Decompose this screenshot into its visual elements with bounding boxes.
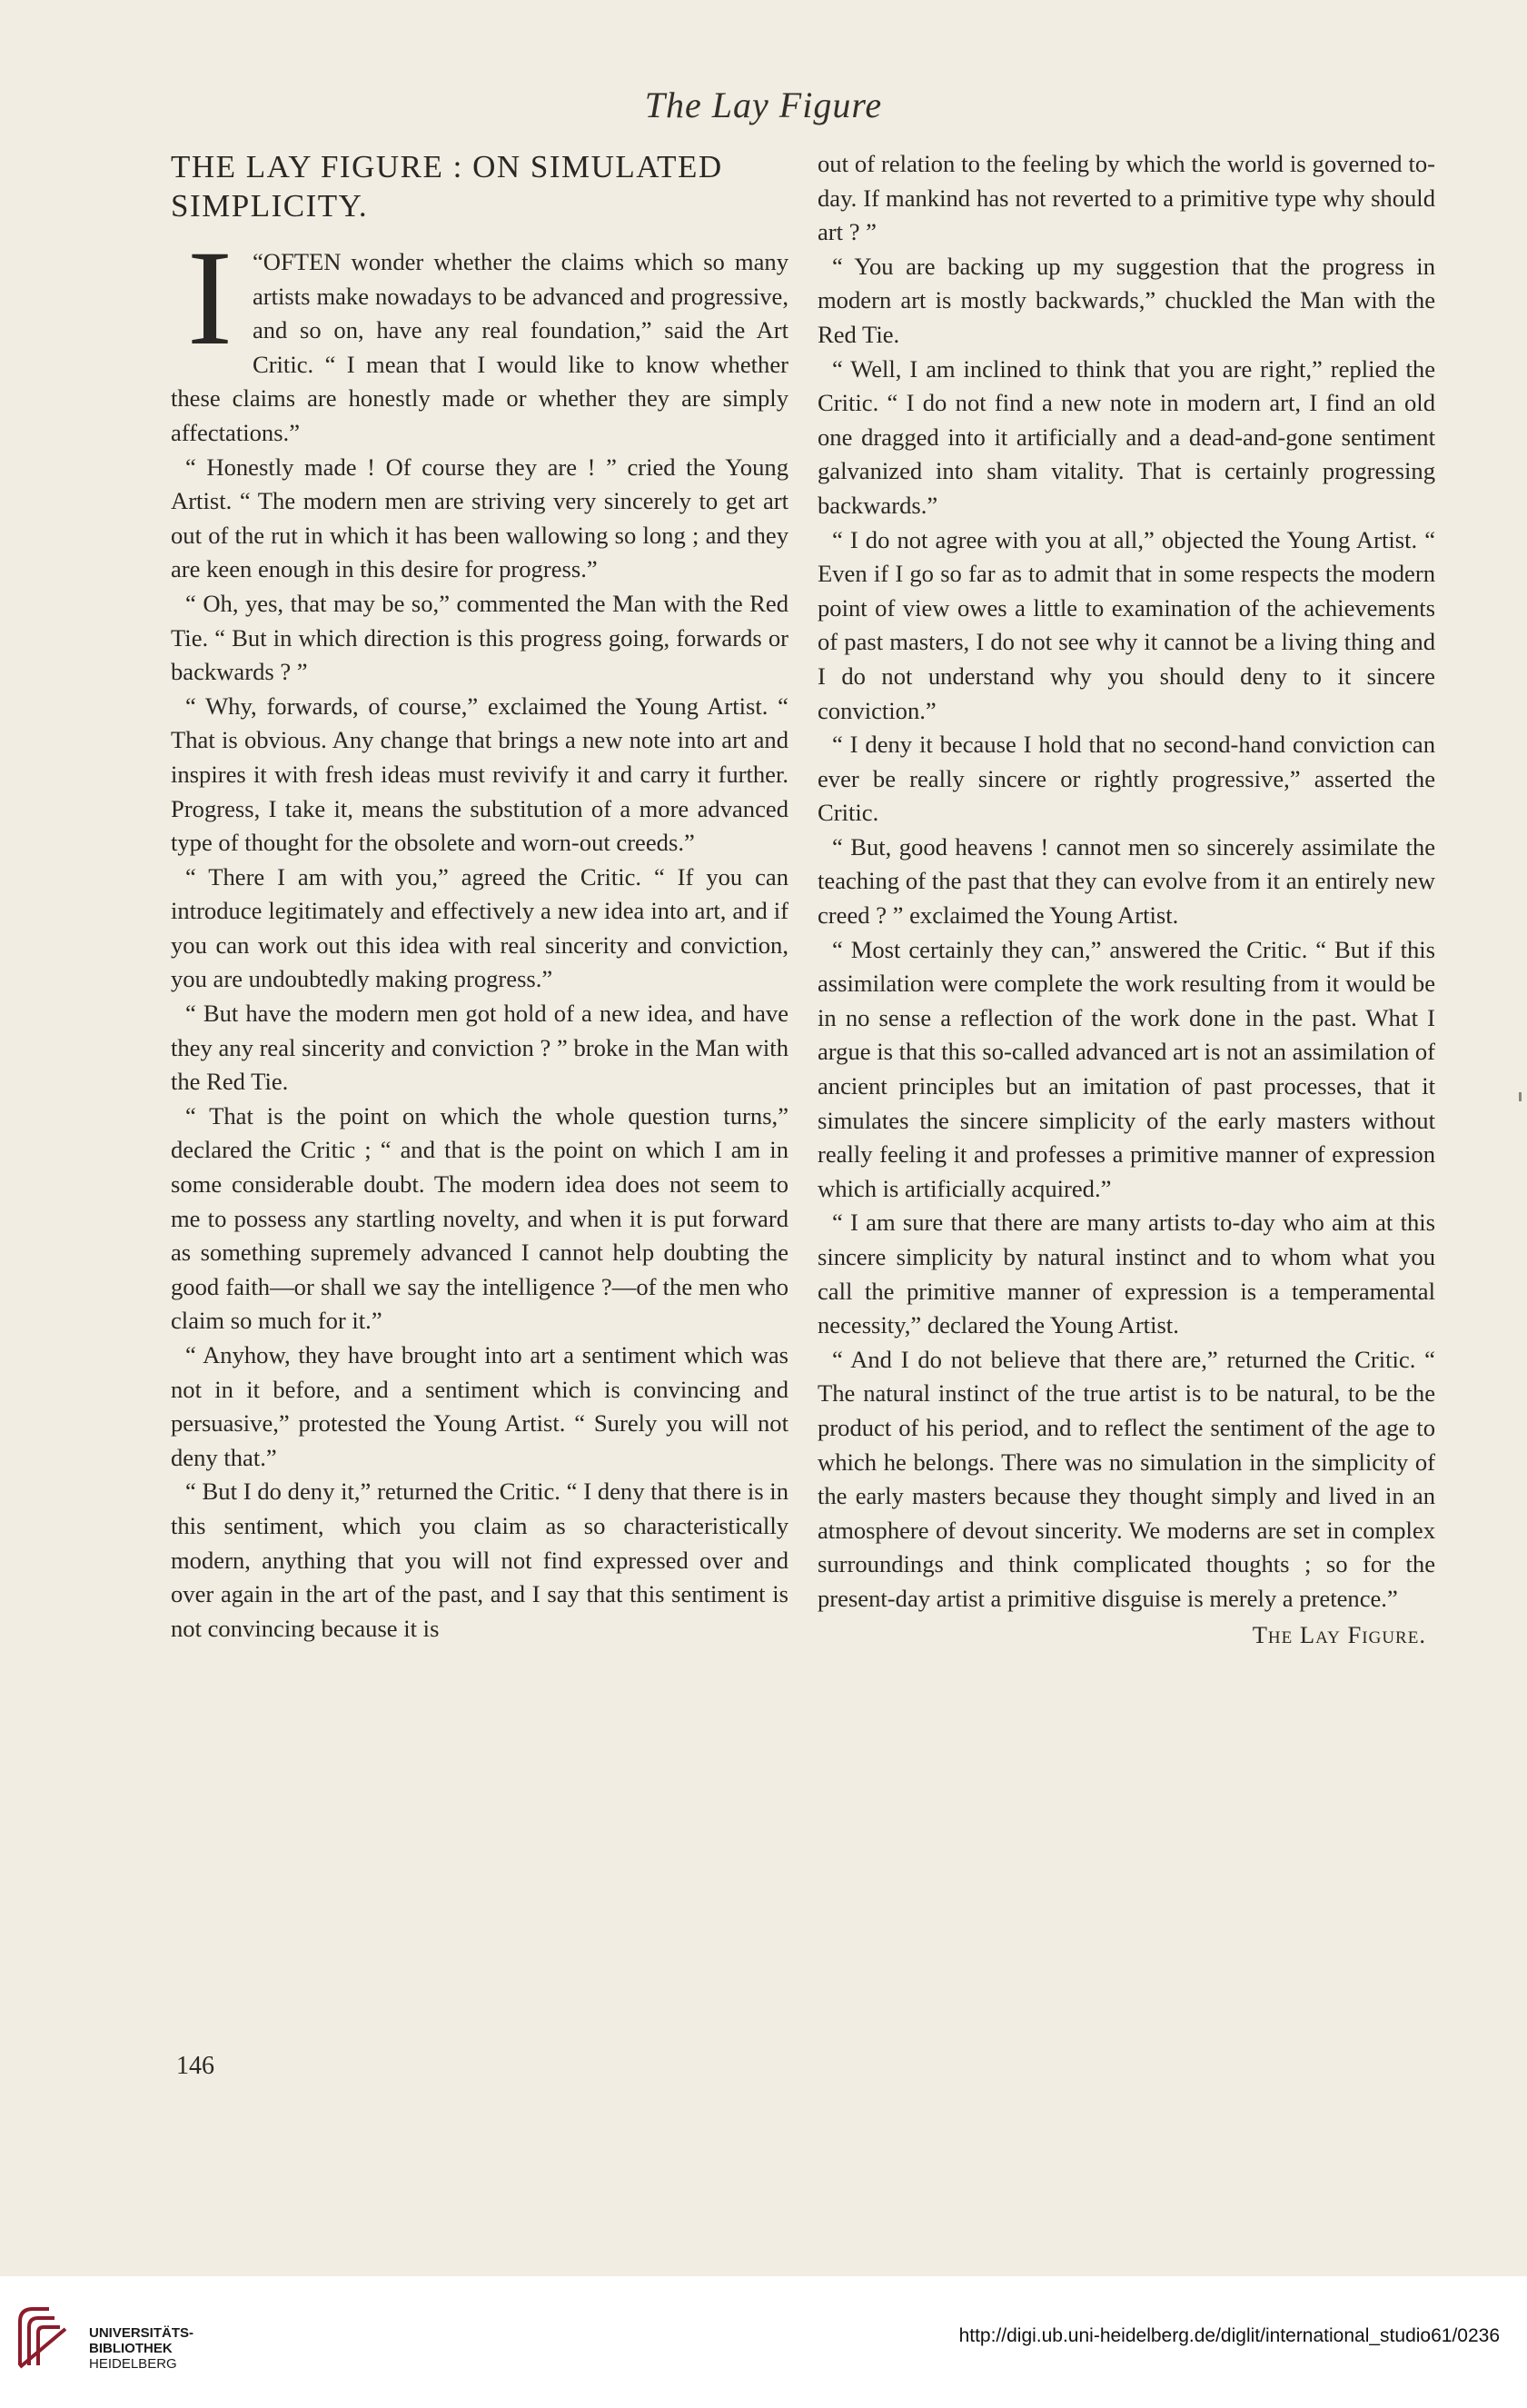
opening-quote: “	[252, 248, 263, 275]
paragraph: “ Anyhow, they have brought into art a sentiment which was not in it before, and a sentiment which is convincing and persuasive,” protested the Young Artist. “ Surely you will not deny that.”	[171, 1341, 788, 1471]
heidelberg-library-logo-icon[interactable]	[13, 2302, 76, 2374]
paragraph: “ Most certainly they can,” answered the Critic. “ But if this assimilation were complete the work resulting from it would be in no sense a reflection of the work done in the past. What I argue is that this so-called advanced art is not an assimilation of ancient principles but an imitation of past processes, that it simulates the sincere simplicity of the early masters without really feeling it and professes a primitive manner of expression which is artificially acquired.”	[818, 935, 1435, 1202]
page-number: 146	[176, 2052, 214, 2080]
continued-paragraph: out of relation to the feeling by which the world is governed to-day. If mankind has not reverted to a primitive type why should art ? ”	[818, 150, 1435, 246]
digitization-footer	[0, 2276, 1527, 2408]
running-head: The Lay Figure	[644, 85, 883, 125]
paragraph: “ But, good heavens ! cannot men so sincerely assimilate the teaching of the past that they can evolve from it an entirely new creed ? ” exclaimed the Young Artist.	[818, 832, 1435, 930]
library-name	[89, 2325, 193, 2372]
paragraph: “ Honestly made ! Of course they are ! ” cried the Young Artist. “ The modern men are striving very sincerely to get art out of the rut in which it has been wallowing so long ; and they are keen enough in this desire for progress.”	[171, 453, 788, 583]
paragraph: “ There I am with you,” agreed the Critic. “ If you can introduce legitimately and effectively a new idea into art, and if you can work out this idea with real sincerity and conviction, you are undoubtedly making progress.”	[171, 862, 788, 993]
paragraph: “ I deny it because I hold that no second-hand conviction can ever be really sincere or rightly progressive,” asserted the Critic.	[818, 731, 1435, 827]
opening-paragraph	[171, 223, 788, 451]
drop-cap: I	[187, 223, 233, 373]
paragraph: “ You are backing up my suggestion that the progress in modern art is mostly backwards,” chuckled the Man with the Red Tie.	[818, 252, 1435, 348]
library-name-line: HEIDELBERG	[89, 2356, 177, 2372]
paragraph: “ That is the point on which the whole question turns,” declared the Critic ; “ and that is the point on which I am in some considerable doubt. The modern idea does not seem to me to possess any startling novelty, and when it is put forward as something supremely advanced I cannot help doubting the good faith—or shall we say the intelligence ?—of the men who claim so much for it.”	[171, 1101, 788, 1335]
source-url-link[interactable]: http://digi.ub.uni-heidelberg.de/diglit/international_studio61/0236	[958, 2325, 1500, 2346]
article-title: THE LAY FIGURE : ON SIMULATED SIMPLICITY.	[171, 149, 723, 224]
paragraph: “ And I do not believe that there are,” returned the Critic. “ The natural instinct of the true artist is to be natural, to be the product of his period, and to reflect the sentiment of the age to which he belongs. There was no simulation in the simplicity of the early masters because they thought simply and lived in an atmosphere of devout sincerity. We moderns are set in complex surroundings and think complicated thoughts ; so for the present-day artist a primitive disguise is merely a pretence.”	[818, 1345, 1435, 1612]
paragraph: “ But I do deny it,” returned the Critic. “ I deny that there is in this sentiment, which you claim as so characteristically modern, anything that you will not find expressed over and over again in the art of the past, and I say that this sentiment is not convincing because it is	[171, 1478, 788, 1642]
opening-paragraph-text: OFTEN wonder whether the claims which so many artists make nowadays to be advanced and progressive, and so on, have any real foundation,” said the Art Critic. “ I mean that I would like to know whether these claims are honestly made or whether they are simply affectations.”	[171, 248, 788, 446]
library-name-line: BIBLIOTHEK	[89, 2341, 173, 2356]
paragraph: “ I do not agree with you at all,” objected the Young Artist. “ Even if I go so far as to admit that in some respects the modern point of view owes a little to examination of the achievements of past masters, I do not see why it cannot be a living thing and I do not understand why you should deny to it sincere conviction.”	[818, 525, 1435, 724]
paragraph: “ But have the modern men got hold of a new idea, and have they any real sincerity and conviction ? ” broke in the Man with the Red Tie.	[171, 1000, 788, 1096]
logo-strokes	[20, 2309, 65, 2367]
library-name-line: UNIVERSITÄTS-	[89, 2325, 194, 2341]
paragraph: “ I am sure that there are many artists to-day who aim at this sincere simplicity by natural instinct and to whom what you call the primitive manner of expression is a temperamental necessity,” declared the Young Artist.	[818, 1209, 1435, 1339]
signature: The Lay Figure.	[1252, 1620, 1426, 1648]
paragraph: “ Oh, yes, that may be so,” commented the Man with the Red Tie. “ But in which direction is this progress going, forwards or backwards ? ”	[171, 589, 788, 686]
paragraph: “ Why, forwards, of course,” exclaimed the Young Artist. “ That is obvious. Any change that brings a new note into art and inspires it with fresh ideas must revivify it and carry it further. Progress, I take it, means the substitution of a more advanced type of thought for the obsolete and worn-out creeds.”	[171, 692, 788, 857]
left-column	[171, 147, 788, 1646]
paragraph: “ Well, I am inclined to think that you are right,” replied the Critic. “ I do not find a new note in modern art, I find an old one dragged into it artificially and a dead-and-gone sentiment galvanized into sham vitality. That is certainly progressing backwards.”	[818, 354, 1435, 519]
right-column	[818, 147, 1435, 1652]
scan-mark	[1519, 1092, 1522, 1101]
